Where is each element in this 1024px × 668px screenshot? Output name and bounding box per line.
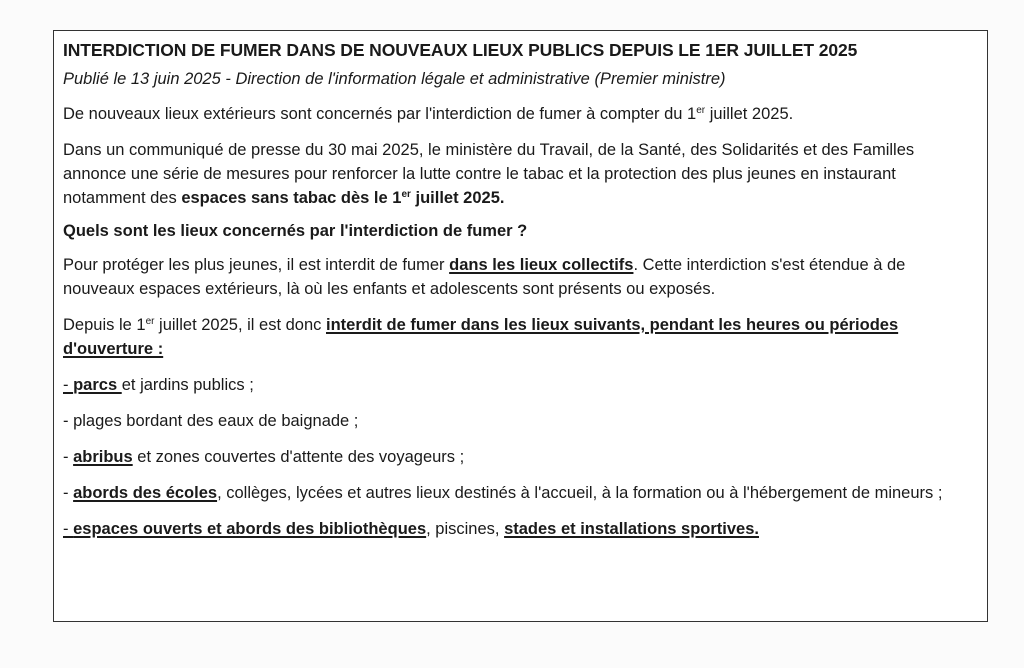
list-item-abribus: - abribus et zones couvertes d'attente des voyageurs ; [63, 448, 465, 466]
list-item-ecoles: - abords des écoles, collèges, lycées et autres lieux destinés à l'accueil, à la formation ou à l'hébergement de mineurs ; [63, 484, 943, 502]
ecoles-link[interactable]: abords des écoles [73, 484, 218, 502]
press-release-paragraph [63, 138, 977, 210]
bibliotheques-link[interactable]: espaces ouverts et abords des bibliothèques [73, 520, 427, 538]
collective-places-text-end: . Cette interdiction s'est étendue à de nouveaux espaces extérieurs, là où les enfants et adolescents sont présents ou exposés. [63, 256, 906, 298]
list-item-plages: - plages bordant des eaux de baignade ; [63, 412, 359, 430]
document-title: INTERDICTION DE FUMER DANS DE NOUVEAUX LIEUX PUBLICS DEPUIS LE 1ER JUILLET 2025 [63, 40, 858, 60]
intro-text: De nouveaux lieux extérieurs sont concernés par l'interdiction de fumer à compter du 1 [63, 105, 697, 123]
prohibited-places-paragraph [63, 313, 977, 361]
intro-text-end: juillet 2025. [705, 105, 794, 123]
prohibited-emphasis: interdit de fumer dans les lieux suivants, pendant les heures ou périodes d'ouverture : [63, 316, 899, 358]
abribus-link[interactable]: abribus [73, 448, 133, 466]
intro-superscript: er [696, 105, 706, 116]
collective-places-link[interactable]: dans les lieux collectifs [449, 256, 634, 274]
prohibited-superscript: er [145, 316, 155, 327]
list-item-bibliotheques: - espaces ouverts et abords des bibliothèques, piscines, stades et installations sportives. [63, 520, 759, 538]
notice-frame [53, 30, 988, 622]
prohibited-middle-text: juillet 2025, il est donc [154, 316, 326, 334]
prohibited-intro-text: Depuis le 1 [63, 316, 146, 334]
section-question: Quels sont les lieux concernés par l'interdiction de fumer ? [63, 222, 528, 240]
list-item-parcs: - parcs et jardins publics ; [63, 376, 254, 394]
stades-link[interactable]: stades et installations sportives. [504, 520, 759, 538]
press-release-text: Dans un communiqué de presse du 30 mai 2025, le ministère du Travail, de la Santé, des Solidarités et des Familles annonce une série de mesures pour renforcer la lutte contre le tabac et la protection des plus jeunes en instaurant notamment des [63, 141, 915, 207]
publication-byline: Publié le 13 juin 2025 - Direction de l'information légale et administrative (Premier ministre) [63, 70, 726, 88]
collective-places-text: Pour protéger les plus jeunes, il est interdit de fumer [63, 256, 450, 274]
parcs-link[interactable]: parcs [73, 376, 122, 394]
intro-paragraph [63, 102, 977, 126]
collective-places-paragraph [63, 253, 977, 301]
smoke-free-emphasis: espaces sans tabac dès le 1er juillet 2025. [181, 189, 505, 207]
